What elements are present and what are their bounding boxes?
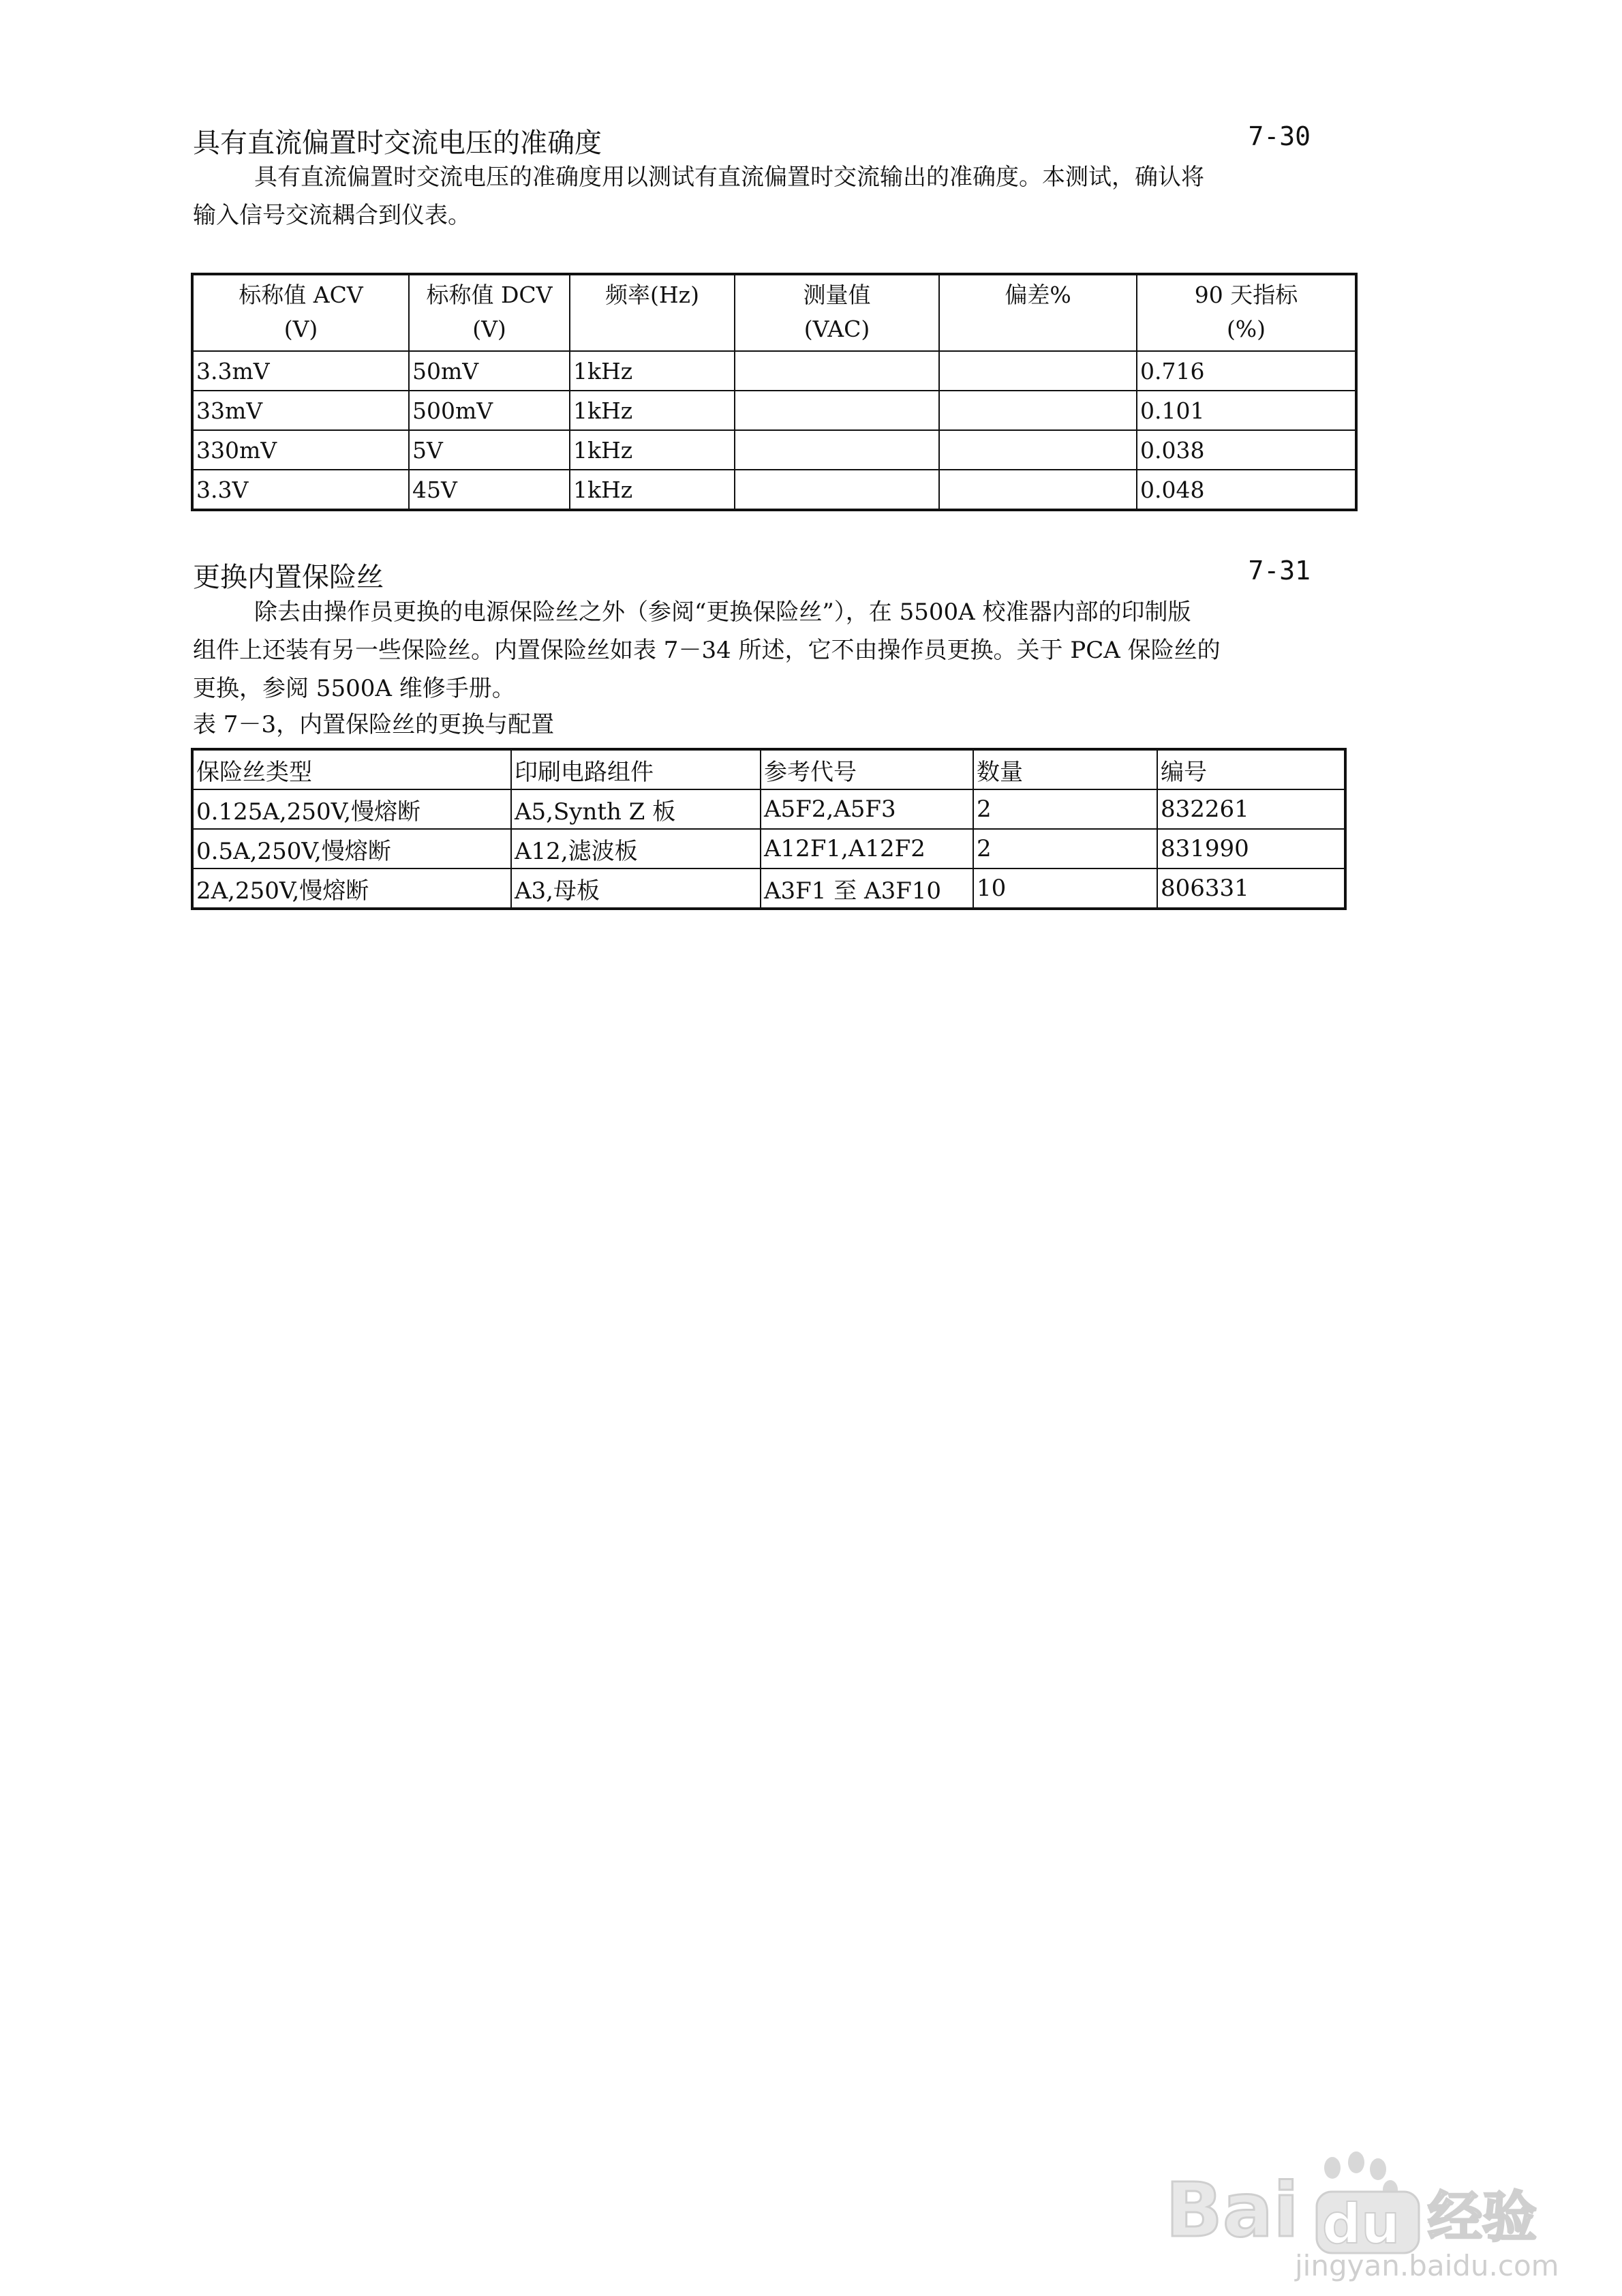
section-paragraph <box>193 158 1440 235</box>
svg-text:du: du <box>1322 2192 1401 2256</box>
table-cell: 831990 <box>1157 829 1345 868</box>
paragraph-line: 输入信号交流耦合到仪表。 <box>193 202 471 229</box>
table-cell: 1kHz <box>570 391 735 430</box>
paragraph-line: 组件上还装有另一些保险丝。内置保险丝如表 7－34 所述，它不由操作员更换。关于 PCA 保险丝的 <box>193 637 1221 664</box>
header-cell: 印刷电路组件 <box>511 749 761 789</box>
header-cell: 偏差% <box>939 274 1137 351</box>
baidu-logo-text <box>1165 2166 1537 2256</box>
table-cell <box>735 430 939 470</box>
header-cell: 编号 <box>1157 749 1345 789</box>
paragraph-line: 具有直流偏置时交流电压的准确度用以测试有直流偏置时交流输出的准确度。本测试，确认将 <box>254 164 1204 191</box>
table-cell <box>939 430 1137 470</box>
watermark-url: jingyan.baidu.com <box>1295 2249 1559 2282</box>
table-cell: 2 <box>973 789 1157 829</box>
header-cell: 标称值 ACV (V) <box>192 274 409 351</box>
table-cell: 0.101 <box>1137 391 1356 430</box>
table-row <box>192 391 1356 430</box>
table-row <box>192 470 1356 510</box>
table-cell: 1kHz <box>570 430 735 470</box>
table-header-row <box>192 749 1345 789</box>
section-number: 7-30 <box>1248 121 1311 151</box>
section-title: 具有直流偏置时交流电压的准确度 <box>193 127 602 159</box>
table-cell: 1kHz <box>570 351 735 391</box>
table-cell: 0.038 <box>1137 430 1356 470</box>
section-heading-7-31 <box>193 556 1311 596</box>
table-row <box>192 351 1356 391</box>
table-cell: 500mV <box>409 391 570 430</box>
table-cell: 0.716 <box>1137 351 1356 391</box>
table-cell: A3,母板 <box>511 868 761 909</box>
table-header-row <box>192 274 1356 351</box>
section-title: 更换内置保险丝 <box>193 562 384 593</box>
table-cell <box>735 351 939 391</box>
paragraph-line: 更换，参阅 5500A 维修手册。 <box>193 675 515 702</box>
header-cell: 保险丝类型 <box>192 749 511 789</box>
table-cell: 330mV <box>192 430 409 470</box>
table-cell: 10 <box>973 868 1157 909</box>
table-cell: 2A,250V,慢熔断 <box>192 868 511 909</box>
table-cell: 33mV <box>192 391 409 430</box>
table-row <box>192 430 1356 470</box>
svg-text:Bai: Bai <box>1165 2166 1299 2254</box>
fuse-table <box>191 748 1347 910</box>
table-cell <box>735 391 939 430</box>
table-cell: 45V <box>409 470 570 510</box>
paragraph-line: 除去由操作员更换的电源保险丝之外（参阅“更换保险丝”），在 5500A 校准器内部的印制版 <box>254 599 1191 626</box>
table-cell: 806331 <box>1157 868 1345 909</box>
header-cell: 频率(Hz) <box>570 274 735 351</box>
svg-text:经验: 经验 <box>1428 2186 1537 2249</box>
table-cell: A3F1 至 A3F10 <box>761 868 973 909</box>
table-cell <box>939 391 1137 430</box>
table-cell <box>735 470 939 510</box>
table-cell: 50mV <box>409 351 570 391</box>
table-cell: 3.3mV <box>192 351 409 391</box>
table-row <box>192 868 1345 909</box>
table-cell: 1kHz <box>570 470 735 510</box>
table-row <box>192 829 1345 868</box>
baidu-jingyan-watermark <box>1159 2147 1595 2284</box>
table-caption: 表 7－3，内置保险丝的更换与配置 <box>193 711 555 738</box>
header-cell: 标称值 DCV (V) <box>409 274 570 351</box>
header-cell: 数量 <box>973 749 1157 789</box>
table-cell: 832261 <box>1157 789 1345 829</box>
header-cell: 测量值 (VAC) <box>735 274 939 351</box>
table-cell: 0.125A,250V,慢熔断 <box>192 789 511 829</box>
table-cell: 0.048 <box>1137 470 1356 510</box>
table-cell: A12,滤波板 <box>511 829 761 868</box>
table-cell: A12F1,A12F2 <box>761 829 973 868</box>
table-row <box>192 789 1345 829</box>
header-cell: 参考代号 <box>761 749 973 789</box>
table-cell: A5F2,A5F3 <box>761 789 973 829</box>
table-cell: A5,Synth Z 板 <box>511 789 761 829</box>
table-cell: 3.3V <box>192 470 409 510</box>
accuracy-table <box>191 273 1358 511</box>
table-cell <box>939 470 1137 510</box>
section-number: 7-31 <box>1248 556 1311 586</box>
section-paragraph <box>193 593 1440 708</box>
table-cell: 0.5A,250V,慢熔断 <box>192 829 511 868</box>
header-cell: 90 天指标 (%) <box>1137 274 1356 351</box>
table-cell: 5V <box>409 430 570 470</box>
table-cell <box>939 351 1137 391</box>
table-cell: 2 <box>973 829 1157 868</box>
section-heading-7-30 <box>193 121 1311 162</box>
